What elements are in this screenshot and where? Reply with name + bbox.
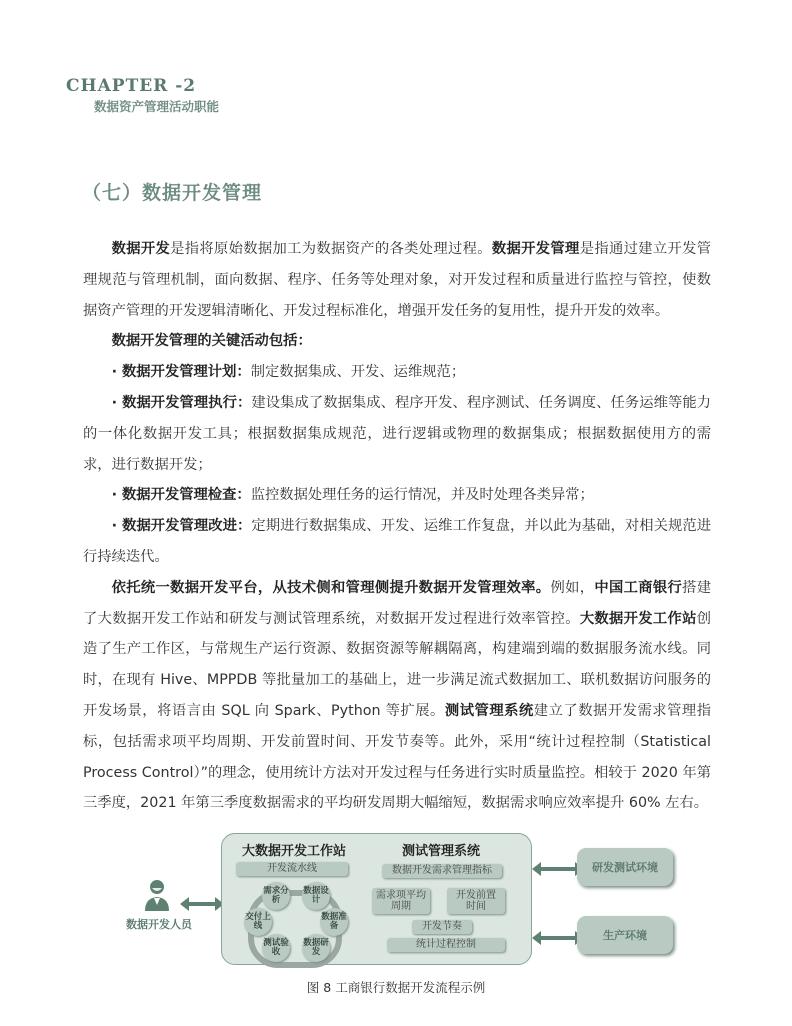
bullet-text: 制定数据集成、开发、运维规范； <box>250 364 466 381</box>
text: 搭建了大数据开发工作站和研发与测试管理系统，对数据开发过程进行效率管控。 <box>83 579 712 627</box>
metric-item: 需求项平均周期 <box>372 888 430 914</box>
double-arrow-icon <box>188 902 216 906</box>
cycle-step: 需求分析 <box>262 882 290 910</box>
bullet-label: 数据开发管理计划： <box>122 364 251 381</box>
cycle-step: 数据研发 <box>302 934 330 962</box>
pipeline-bar: 开发流水线 <box>236 862 348 876</box>
heading-text: 数据开发管理的关键活动包括： <box>111 333 312 350</box>
figure-caption: 图 8 工商银行数据开发流程示例 <box>306 980 486 995</box>
body-text-block-1 <box>83 234 711 819</box>
metric-item: 开发节奏 <box>412 920 472 934</box>
term-data-dev: 数据开发 <box>111 241 171 257</box>
production-environment: 生产环境 <box>577 916 673 954</box>
double-arrow-icon <box>540 867 576 871</box>
bullet-item <box>83 357 711 388</box>
bold-text: 大数据开发工作站 <box>579 610 697 627</box>
term-data-dev-mgmt: 数据开发管理 <box>491 241 580 257</box>
paragraph-icbc-example <box>83 573 711 819</box>
metrics-bar: 数据开发需求管理指标 <box>382 864 502 878</box>
bullet-text: 建设集成了数据集成、程序开发、程序测试、任务调度、任务运维等能力的一体化数据开发工具；根据数据集成规范，进行逻辑或物理的数据集成；根据数据使用方的需求，进行数据开发； <box>83 394 711 473</box>
bullet-label: 数据开发管理执行： <box>122 394 252 411</box>
text: 是指通过建立开发管理规范与管理机制，面向数据、程序、任务等处理对象，对开发过程和质量进行监控与管控，使数据资产管理的开发逻辑清晰化、开发过程标准化，增强开发任务的复用性，提升开发的效率。 <box>83 241 712 319</box>
bold-text: 测试管理系统 <box>444 702 534 719</box>
cycle-step: 数据准备 <box>320 908 348 936</box>
text: 是指将原始数据加工为数据资产的各类处理过程。 <box>170 241 492 257</box>
bullet-label: 数据开发管理改进： <box>122 518 252 535</box>
cycle-step: 数据设计 <box>302 882 330 910</box>
bullet-marker: · <box>111 394 123 411</box>
dev-test-environment: 研发测试环境 <box>577 848 673 886</box>
bullet-item <box>83 480 711 511</box>
text: 创造了生产工作区，与常规生产运行资源、数据资源等解耦隔离，构建端到端的数据服务流水线。同时，在现有 Hive、MPPDB 等批量加工的基础上，进一步满足流式数据加工、联机数据访问服务的开发场景，将语言由 SQL 向 Spark、Python 等扩展。 <box>83 610 712 719</box>
bullet-item <box>83 388 711 480</box>
bullet-marker: · <box>111 518 123 535</box>
bullet-marker: · <box>111 364 123 381</box>
chapter-subtitle: 数据资产管理活动职能 <box>94 99 220 114</box>
bullet-marker: · <box>111 487 123 504</box>
bullet-item <box>83 511 711 573</box>
developer-label: 数据开发人员 <box>126 918 192 931</box>
bullet-text: 定期进行数据集成、开发、运维工作复盘，并以此为基础，对相关规范进行持续迭代。 <box>83 518 711 565</box>
text: 建立了数据开发需求管理指标，包括需求项平均周期、开发前置时间、开发节奏等。此外，采用“统计过程控制（Statistical Process Control）”的理念，使用统计方法对开发过程与任务进行实时质量监控。相较于 2020 年第三季度，2021 年第三季度数据需求的平均研发周期大幅缩短，数据需求响应效率提升 60% 左右。 <box>83 702 712 812</box>
spc-bar: 统计过程控制 <box>387 938 505 952</box>
bold-text: 中国工商银行 <box>594 579 683 596</box>
cycle-step: 测试验收 <box>262 934 290 962</box>
main-system-box <box>221 833 532 965</box>
double-arrow-icon <box>540 936 576 940</box>
bullet-label: 数据开发管理检查： <box>122 487 251 504</box>
chapter-label: CHAPTER -2 <box>66 76 197 96</box>
metric-item: 开发前置时间 <box>447 888 505 914</box>
developer-person-icon <box>144 878 170 912</box>
text: 例如， <box>550 579 595 596</box>
paragraph-intro <box>83 234 711 326</box>
figure-dev-flow-diagram <box>110 830 700 970</box>
test-system-title: 测试管理系统 <box>402 844 481 859</box>
workstation-title: 大数据开发工作站 <box>242 844 347 859</box>
section-title: （七）数据开发管理 <box>82 182 263 204</box>
bold-text: 依托统一数据开发平台，从技术侧和管理侧提升数据开发管理效率。 <box>111 579 551 596</box>
cycle-step: 交付上线 <box>244 908 272 936</box>
bullet-text: 监控数据处理任务的运行情况，并及时处理各类异常； <box>250 487 594 504</box>
key-activities-heading <box>83 326 711 357</box>
